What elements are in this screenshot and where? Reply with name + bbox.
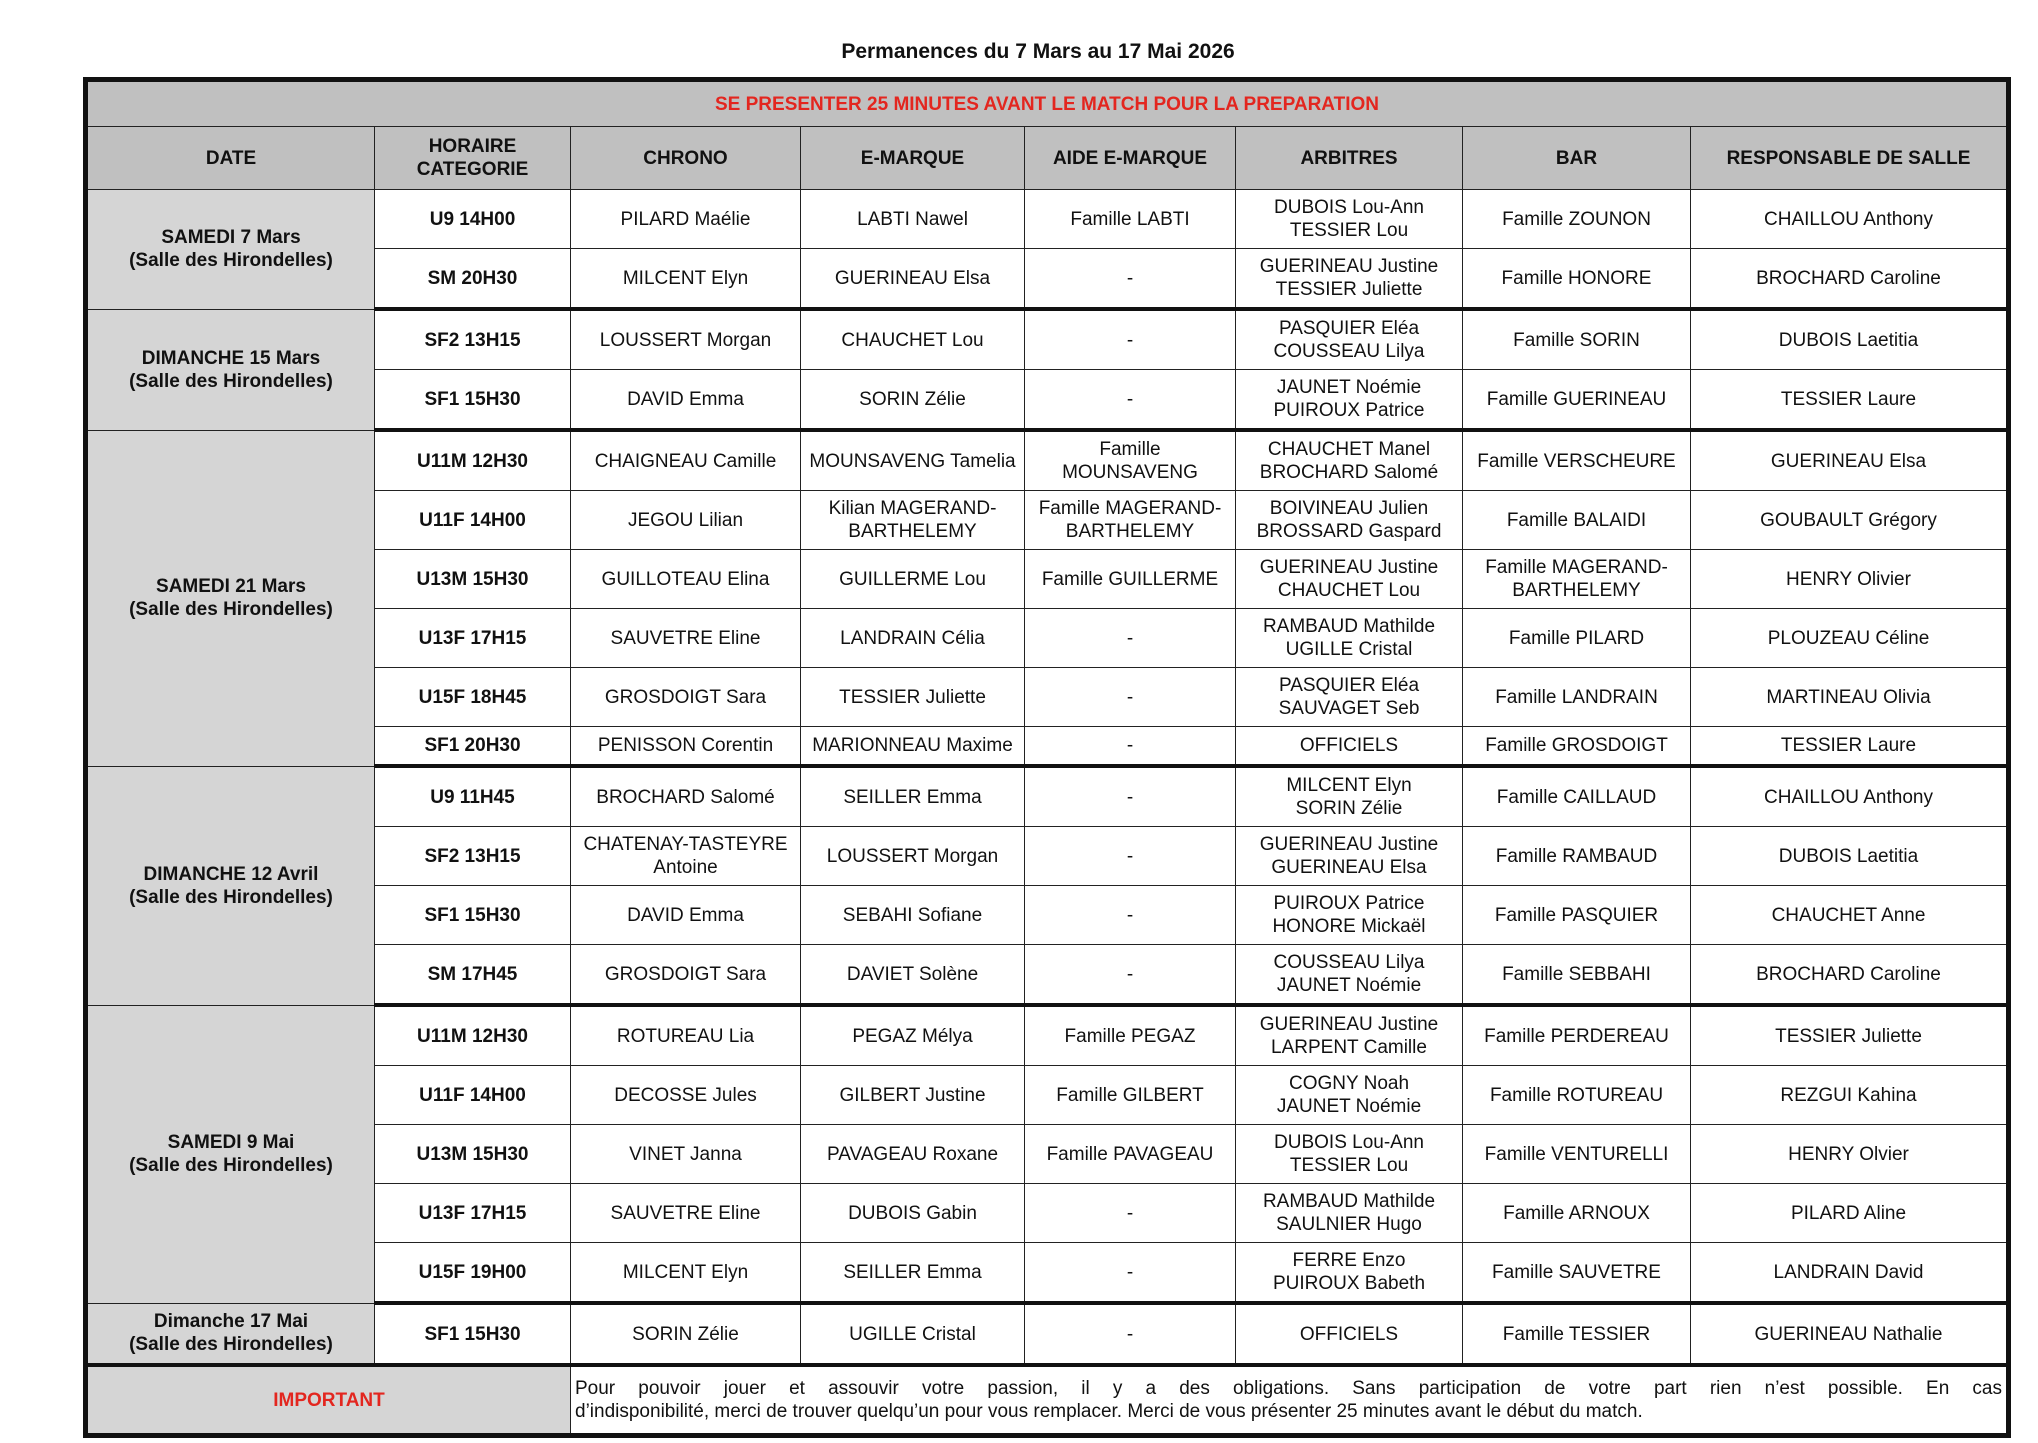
horaire-cell: SM 20H30 [375,249,571,310]
match-date: SAMEDI 21 Mars [156,576,306,597]
chrono-cell: GUILLOTEAU Elina [571,550,801,609]
e-marque-cell: GUILLERME Lou [801,550,1025,609]
aide-e-marque-cell: - [1025,249,1236,310]
responsable-de-salle-cell: LANDRAIN David [1691,1243,2009,1304]
schedule-row [86,1066,2009,1125]
aide-e-marque-cell: - [1025,1184,1236,1243]
referee-name: COUSSEAU Lilya [1273,952,1425,973]
referee-name: BROCHARD Salomé [1259,462,1439,483]
aide-e-marque-cell: - [1025,309,1236,370]
referee-name: JAUNET Noémie [1276,1096,1422,1117]
bar-cell: Famille SORIN [1463,309,1691,370]
chrono-cell: SAUVETRE Eline [571,609,801,668]
schedule-row [86,430,2009,491]
bar-cell: Famille HONORE [1463,249,1691,310]
bar-cell: Famille ZOUNON [1463,190,1691,249]
arbitres-cell [1236,1184,1463,1243]
bar-cell: Famille PASQUIER [1463,886,1691,945]
responsable-de-salle-cell: BROCHARD Caroline [1691,945,2009,1006]
schedule-row [86,1303,2009,1365]
aide-e-marque-cell: - [1025,886,1236,945]
chrono-cell: GROSDOIGT Sara [571,668,801,727]
schedule-row [86,1184,2009,1243]
horaire-cell: SF1 15H30 [375,370,571,431]
arbitres-cell [1236,766,1463,827]
horaire-cell: SF2 13H15 [375,309,571,370]
header-responsable-de-salle: RESPONSABLE DE SALLE [1691,127,2009,190]
bar-cell: Famille ARNOUX [1463,1184,1691,1243]
arbitres-cell [1236,249,1463,310]
aide-e-marque-cell: - [1025,945,1236,1006]
e-marque-cell: DUBOIS Gabin [801,1184,1025,1243]
venue: (Salle des Hirondelles) [129,1155,333,1176]
responsable-de-salle-cell: TESSIER Laure [1691,370,2009,431]
header-chrono: CHRONO [571,127,801,190]
match-date: DIMANCHE 15 Mars [141,347,321,369]
arbitres-cell [1236,827,1463,886]
responsable-de-salle-cell: BROCHARD Caroline [1691,249,2009,310]
schedule-row [86,550,2009,609]
e-marque-cell: SEILLER Emma [801,1243,1025,1304]
banner-row [86,80,2009,127]
schedule-row [86,1125,2009,1184]
chrono-cell: JEGOU Lilian [571,491,801,550]
referee-name: BROSSARD Gaspard [1256,521,1442,542]
arbitres-cell [1236,1125,1463,1184]
bar-cell: Famille BALAIDI [1463,491,1691,550]
referee-name: PASQUIER Eléa [1278,318,1420,339]
bar-cell: Famille CAILLAUD [1463,766,1691,827]
horaire-cell: U13F 17H15 [375,1184,571,1243]
header-e-marque: E-MARQUE [801,127,1025,190]
aide-e-marque-cell: - [1025,827,1236,886]
referee-name: SAUVAGET Seb [1278,698,1420,719]
chrono-cell: PILARD Maélie [571,190,801,249]
arbitres-cell [1236,430,1463,491]
responsable-de-salle-cell: GUERINEAU Nathalie [1691,1303,2009,1365]
chrono-cell: CHATENAY-TASTEYRE Antoine [571,827,801,886]
responsable-de-salle-cell: GOUBAULT Grégory [1691,491,2009,550]
schedule-row [86,945,2009,1006]
responsable-de-salle-cell: CHAILLOU Anthony [1691,766,2009,827]
bar-cell: Famille PILARD [1463,609,1691,668]
bar-cell: Famille MAGERAND-BARTHELEMY [1463,550,1691,609]
header-arbitres: ARBITRES [1236,127,1463,190]
horaire-cell: U9 11H45 [375,766,571,827]
important-label: IMPORTANT [86,1365,571,1436]
referee-name: TESSIER Lou [1289,220,1409,241]
e-marque-cell: PAVAGEAU Roxane [801,1125,1025,1184]
chrono-cell: SAUVETRE Eline [571,1184,801,1243]
referee-name: RAMBAUD Mathilde [1262,616,1436,637]
referee-name: FERRE Enzo [1292,1250,1406,1271]
e-marque-cell: CHAUCHET Lou [801,309,1025,370]
aide-e-marque-cell: - [1025,766,1236,827]
responsable-de-salle-cell: DUBOIS Laetitia [1691,827,2009,886]
e-marque-cell: LABTI Nawel [801,190,1025,249]
preparation-banner: SE PRESENTER 25 MINUTES AVANT LE MATCH POUR LA PREPARATION [86,80,2009,127]
bar-cell: Famille VENTURELLI [1463,1125,1691,1184]
schedule-row [86,491,2009,550]
referee-name: SAULNIER Hugo [1276,1214,1422,1235]
responsable-de-salle-cell: REZGUI Kahina [1691,1066,2009,1125]
referee-name: GUERINEAU Elsa [1271,857,1427,878]
header-aide-e-marque: AIDE E-MARQUE [1025,127,1236,190]
horaire-cell: U13M 15H30 [375,1125,571,1184]
responsable-de-salle-cell: PILARD Aline [1691,1184,2009,1243]
aide-e-marque-cell: - [1025,609,1236,668]
e-marque-cell: PEGAZ Mélya [801,1005,1025,1066]
bar-cell: Famille SAUVETRE [1463,1243,1691,1304]
chrono-cell: DECOSSE Jules [571,1066,801,1125]
chrono-cell: DAVID Emma [571,886,801,945]
horaire-cell: SM 17H45 [375,945,571,1006]
important-row [86,1365,2009,1436]
chrono-cell: VINET Janna [571,1125,801,1184]
responsable-de-salle-cell: GUERINEAU Elsa [1691,430,2009,491]
match-date: DIMANCHE 12 Avril [143,863,319,885]
bar-cell: Famille TESSIER [1463,1303,1691,1365]
e-marque-cell: DAVIET Solène [801,945,1025,1006]
schedule-row [86,1243,2009,1304]
aide-e-marque-cell: Famille PEGAZ [1025,1005,1236,1066]
referee-name: GUERINEAU Justine [1259,834,1439,855]
referee-name: LARPENT Camille [1271,1037,1427,1058]
chrono-cell: LOUSSERT Morgan [571,309,801,370]
arbitres-cell [1236,609,1463,668]
e-marque-cell: Kilian MAGERAND-BARTHELEMY [801,491,1025,550]
horaire-cell: SF1 20H30 [375,727,571,767]
date-cell [86,309,375,430]
header-horaire-categorie-label: HORAIRE CATEGORIE [416,136,529,180]
schedule-row [86,370,2009,431]
bar-cell: Famille ROTUREAU [1463,1066,1691,1125]
responsable-de-salle-cell: DUBOIS Laetitia [1691,309,2009,370]
horaire-cell: U13F 17H15 [375,609,571,668]
match-date: SAMEDI 7 Mars [161,227,301,249]
horaire-cell: U13M 15H30 [375,550,571,609]
aide-e-marque-cell: - [1025,370,1236,431]
e-marque-cell: UGILLE Cristal [801,1303,1025,1365]
horaire-cell: SF1 15H30 [375,1303,571,1365]
e-marque-cell: MOUNSAVENG Tamelia [801,430,1025,491]
chrono-cell: CHAIGNEAU Camille [571,430,801,491]
schedule-row [86,249,2009,310]
date-cell [86,430,375,766]
horaire-cell: SF2 13H15 [375,827,571,886]
responsable-de-salle-cell: MARTINEAU Olivia [1691,668,2009,727]
chrono-cell: GROSDOIGT Sara [571,945,801,1006]
referee-name: COUSSEAU Lilya [1273,341,1425,362]
chrono-cell: PENISSON Corentin [571,727,801,767]
referee-name: JAUNET Noémie [1276,377,1422,398]
e-marque-cell: LANDRAIN Célia [801,609,1025,668]
date-cell [86,190,375,310]
referee-name: CHAUCHET Manel [1267,439,1431,460]
referee-name: PUIROUX Patrice [1273,893,1425,914]
schedule-row [86,309,2009,370]
horaire-cell: SF1 15H30 [375,886,571,945]
referee-name: HONORE Mickaël [1272,916,1426,937]
arbitres-cell [1236,668,1463,727]
chrono-cell: MILCENT Elyn [571,249,801,310]
venue: (Salle des Hirondelles) [129,886,333,908]
referee-name: CHAUCHET Lou [1277,580,1421,601]
arbitres-cell [1236,1243,1463,1304]
header-date: DATE [86,127,375,190]
schedule-row [86,827,2009,886]
document-title: Permanences du 7 Mars au 17 Mai 2026 [841,40,1235,63]
arbitres-cell [1236,550,1463,609]
bar-cell: Famille GUERINEAU [1463,370,1691,431]
referee-name: RAMBAUD Mathilde [1262,1191,1436,1212]
horaire-cell: U15F 18H45 [375,668,571,727]
referee-name: OFFICIELS [1299,735,1399,756]
chrono-cell: DAVID Emma [571,370,801,431]
horaire-cell: U11F 14H00 [375,491,571,550]
referee-name: TESSIER Lou [1289,1155,1409,1176]
aide-e-marque-cell: Famille GILBERT [1025,1066,1236,1125]
schedule-row [86,886,2009,945]
referee-name: MILCENT Elyn [1286,775,1412,796]
e-marque-cell: TESSIER Juliette [801,668,1025,727]
venue: (Salle des Hirondelles) [129,1334,333,1356]
responsable-de-salle-cell: TESSIER Laure [1691,727,2009,767]
referee-name: PUIROUX Patrice [1273,400,1425,421]
referee-name: DUBOIS Lou-Ann [1274,197,1424,218]
e-marque-cell: SEBAHI Sofiane [801,886,1025,945]
important-text-line-1: Pour pouvoir jouer et assouvir votre passion, il y a des obligations. Sans participation de votre part rien n’est possible. En cas [575,1378,2002,1399]
arbitres-cell [1236,190,1463,249]
responsable-de-salle-cell: CHAUCHET Anne [1691,886,2009,945]
aide-e-marque-cell: Famille PAVAGEAU [1025,1125,1236,1184]
arbitres-cell [1236,1066,1463,1125]
aide-e-marque-cell: Famille LABTI [1025,190,1236,249]
aide-e-marque-cell: Famille MOUNSAVENG [1025,430,1236,491]
e-marque-cell: SEILLER Emma [801,766,1025,827]
header-bar: BAR [1463,127,1691,190]
arbitres-cell [1236,491,1463,550]
header-horaire-categorie [375,127,571,190]
schedule-row [86,727,2009,767]
schedule-table [83,77,2011,1438]
important-text [571,1365,2009,1436]
e-marque-cell: MARIONNEAU Maxime [801,727,1025,767]
referee-name: SORIN Zélie [1295,798,1403,819]
responsable-de-salle-cell: TESSIER Juliette [1691,1005,2009,1066]
referee-name: GUERINEAU Justine [1259,1014,1439,1035]
arbitres-cell [1236,727,1463,767]
referee-name: PASQUIER Eléa [1278,675,1420,696]
date-cell [86,1303,375,1365]
aide-e-marque-cell: - [1025,1243,1236,1304]
venue: (Salle des Hirondelles) [129,250,333,272]
referee-name: BOIVINEAU Julien [1269,498,1429,519]
match-date: Dimanche 17 Mai [153,1311,309,1333]
date-cell [86,766,375,1005]
referee-name: UGILLE Cristal [1285,639,1413,660]
column-header-row [86,127,2009,190]
referee-name: OFFICIELS [1299,1323,1399,1345]
match-date: SAMEDI 9 Mai [167,1132,295,1153]
chrono-cell: SORIN Zélie [571,1303,801,1365]
referee-name: JAUNET Noémie [1276,975,1422,996]
horaire-cell: U15F 19H00 [375,1243,571,1304]
arbitres-cell [1236,370,1463,431]
aide-e-marque-cell: - [1025,668,1236,727]
arbitres-cell [1236,886,1463,945]
schedule-row [86,609,2009,668]
referee-name: GUERINEAU Justine [1259,256,1439,277]
schedule-row [86,668,2009,727]
responsable-de-salle-cell: PLOUZEAU Céline [1691,609,2009,668]
important-text-line-2: d’indisponibilité, merci de trouver quelqu’un pour vous remplacer. Merci de vous présenter 25 minutes avant le début du match. [575,1401,1643,1422]
bar-cell: Famille LANDRAIN [1463,668,1691,727]
e-marque-cell: LOUSSERT Morgan [801,827,1025,886]
arbitres-cell [1236,1303,1463,1365]
venue: (Salle des Hirondelles) [129,599,333,620]
bar-cell: Famille RAMBAUD [1463,827,1691,886]
horaire-cell: U11M 12H30 [375,430,571,491]
bar-cell: Famille SEBBAHI [1463,945,1691,1006]
referee-name: GUERINEAU Justine [1259,557,1439,578]
referee-name: COGNY Noah [1288,1073,1410,1094]
bar-cell: Famille GROSDOIGT [1463,727,1691,767]
aide-e-marque-cell: Famille MAGERAND-BARTHELEMY [1025,491,1236,550]
arbitres-cell [1236,945,1463,1006]
referee-name: PUIROUX Babeth [1272,1273,1426,1294]
referee-name: TESSIER Juliette [1275,279,1423,300]
bar-cell: Famille VERSCHEURE [1463,430,1691,491]
chrono-cell: MILCENT Elyn [571,1243,801,1304]
e-marque-cell: GUERINEAU Elsa [801,249,1025,310]
horaire-cell: U9 14H00 [375,190,571,249]
schedule-row [86,190,2009,249]
referee-name: DUBOIS Lou-Ann [1274,1132,1424,1153]
horaire-cell: U11F 14H00 [375,1066,571,1125]
schedule-row [86,1005,2009,1066]
aide-e-marque-cell: - [1025,1303,1236,1365]
arbitres-cell [1236,1005,1463,1066]
aide-e-marque-cell: Famille GUILLERME [1025,550,1236,609]
aide-e-marque-cell: - [1025,727,1236,767]
chrono-cell: BROCHARD Salomé [571,766,801,827]
e-marque-cell: SORIN Zélie [801,370,1025,431]
horaire-cell: U11M 12H30 [375,1005,571,1066]
e-marque-cell: GILBERT Justine [801,1066,1025,1125]
schedule-row [86,766,2009,827]
responsable-de-salle-cell: CHAILLOU Anthony [1691,190,2009,249]
bar-cell: Famille PERDEREAU [1463,1005,1691,1066]
date-cell [86,1005,375,1303]
responsable-de-salle-cell: HENRY Olvier [1691,1125,2009,1184]
venue: (Salle des Hirondelles) [129,370,333,392]
schedule-body [86,190,2009,1366]
responsable-de-salle-cell: HENRY Olivier [1691,550,2009,609]
chrono-cell: ROTUREAU Lia [571,1005,801,1066]
arbitres-cell [1236,309,1463,370]
